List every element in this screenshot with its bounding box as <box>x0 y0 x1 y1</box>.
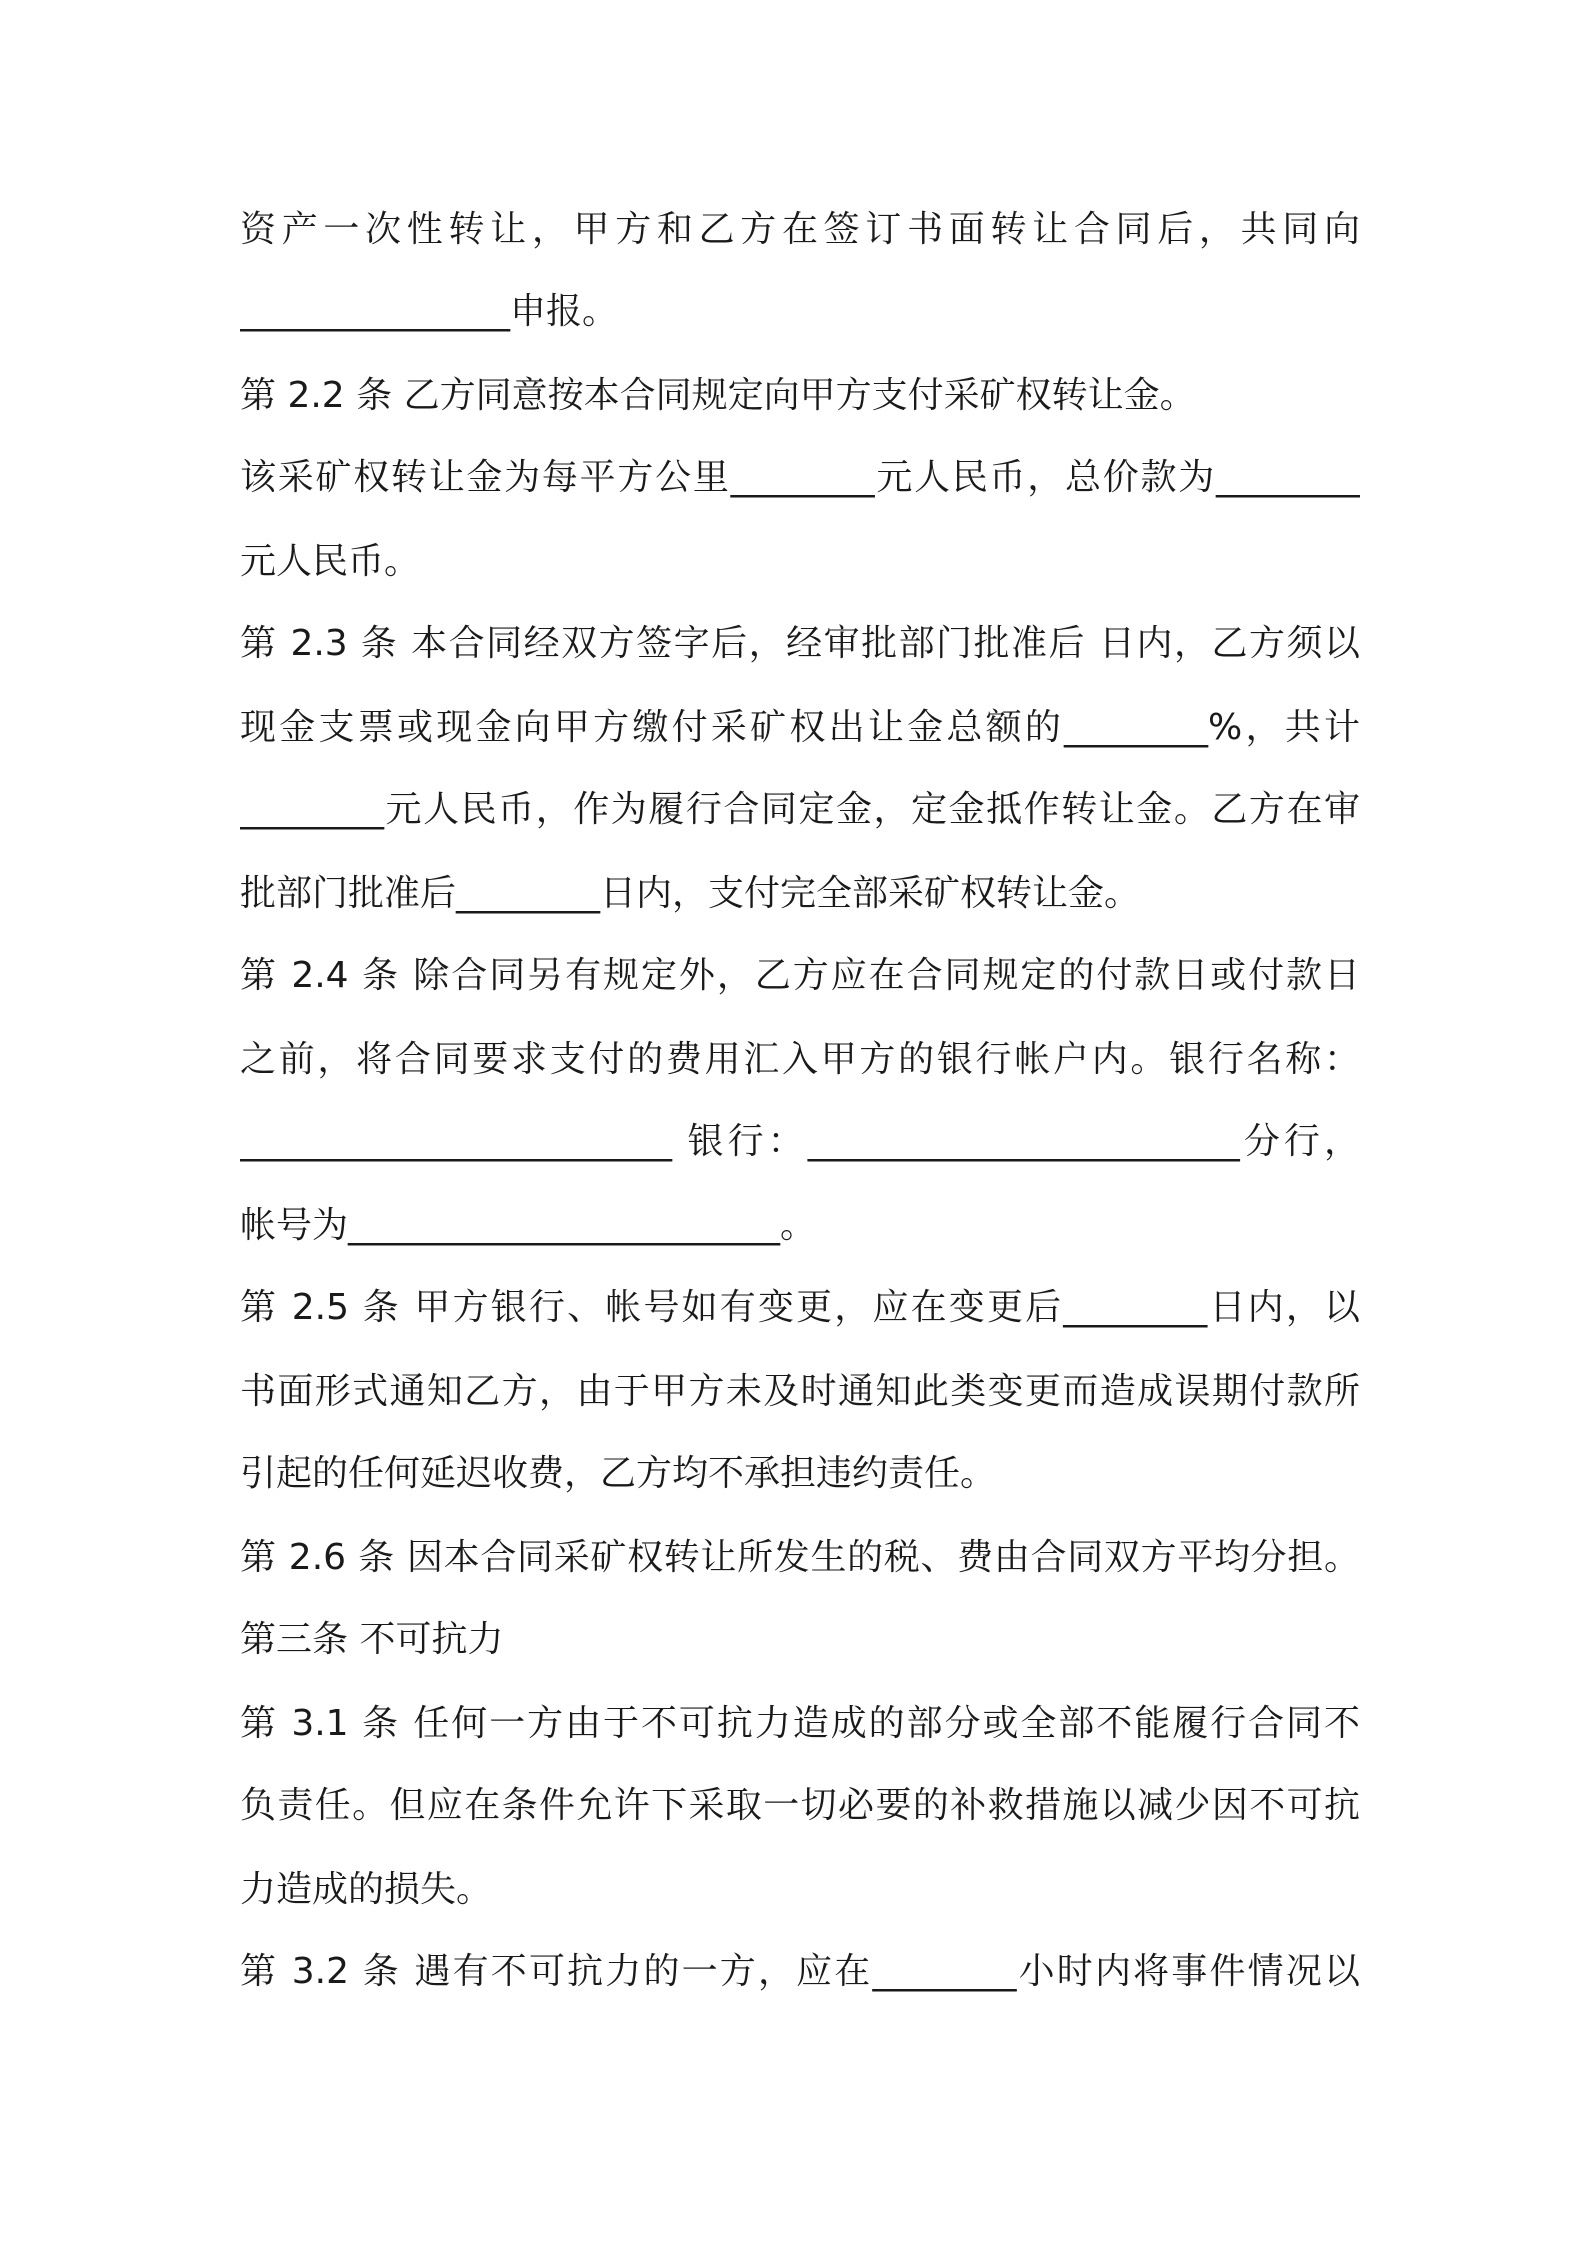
article-heading-2-4: 第 2.4 条 除合同另有规定外，乙方应在合同规定的付款日或付款日 <box>240 955 1360 996</box>
text-line: 帐号为________________________。 <box>240 1205 817 1246</box>
text-line: 负责任。但应在条件允许下采取一切必要的补救措施以减少因不可抗 <box>240 1785 1360 1826</box>
article-heading-2-2: 第 2.2 条 乙方同意按本合同规定向甲方支付采矿权转让金。 <box>240 375 1196 416</box>
text-line: 该采矿权转让金为每平方公里________元人民币，总价款为________ <box>240 457 1360 498</box>
text-line: ________元人民币，作为履行合同定金，定金抵作转让金。乙方在审 <box>240 789 1360 830</box>
article-heading-3-2: 第 3.2 条 遇有不可抗力的一方，应在________小时内将事件情况以 <box>240 1951 1360 1992</box>
text-line: 书面形式通知乙方，由于甲方未及时通知此类变更而造成误期付款所 <box>240 1371 1360 1412</box>
text-line: 引起的任何延迟收费，乙方均不承担违约责任。 <box>240 1453 997 1494</box>
text-line: 力造成的损失。 <box>240 1869 493 1910</box>
article-heading-2-6: 第 2.6 条 因本合同采矿权转让所发生的税、费由合同双方平均分担。 <box>240 1537 1360 1578</box>
article-heading-2-5: 第 2.5 条 甲方银行、帐号如有变更，应在变更后________日内，以 <box>240 1287 1360 1328</box>
text-line: 之前，将合同要求支付的费用汇入甲方的银行帐户内。银行名称： <box>240 1039 1360 1080</box>
section-heading-3: 第三条 不可抗力 <box>240 1619 504 1660</box>
article-heading-2-3: 第 2.3 条 本合同经双方签字后，经审批部门批准后 日内，乙方须以 <box>240 623 1360 664</box>
text-line: 现金支票或现金向甲方缴付采矿权出让金总额的________%，共计 <box>240 707 1360 748</box>
text-line: 批部门批准后________日内，支付完全部采矿权转让金。 <box>240 873 1141 914</box>
text-line: 元人民币。 <box>240 541 421 582</box>
article-heading-3-1: 第 3.1 条 任何一方由于不可抗力造成的部分或全部不能履行合同不 <box>240 1703 1360 1744</box>
text-line: ________________________ 银行：________________________分行， <box>240 1121 1360 1162</box>
text-line: _______________申报。 <box>240 291 619 332</box>
text-line: 资产一次性转让，甲方和乙方在签订书面转让合同后，共同向 <box>240 209 1360 250</box>
